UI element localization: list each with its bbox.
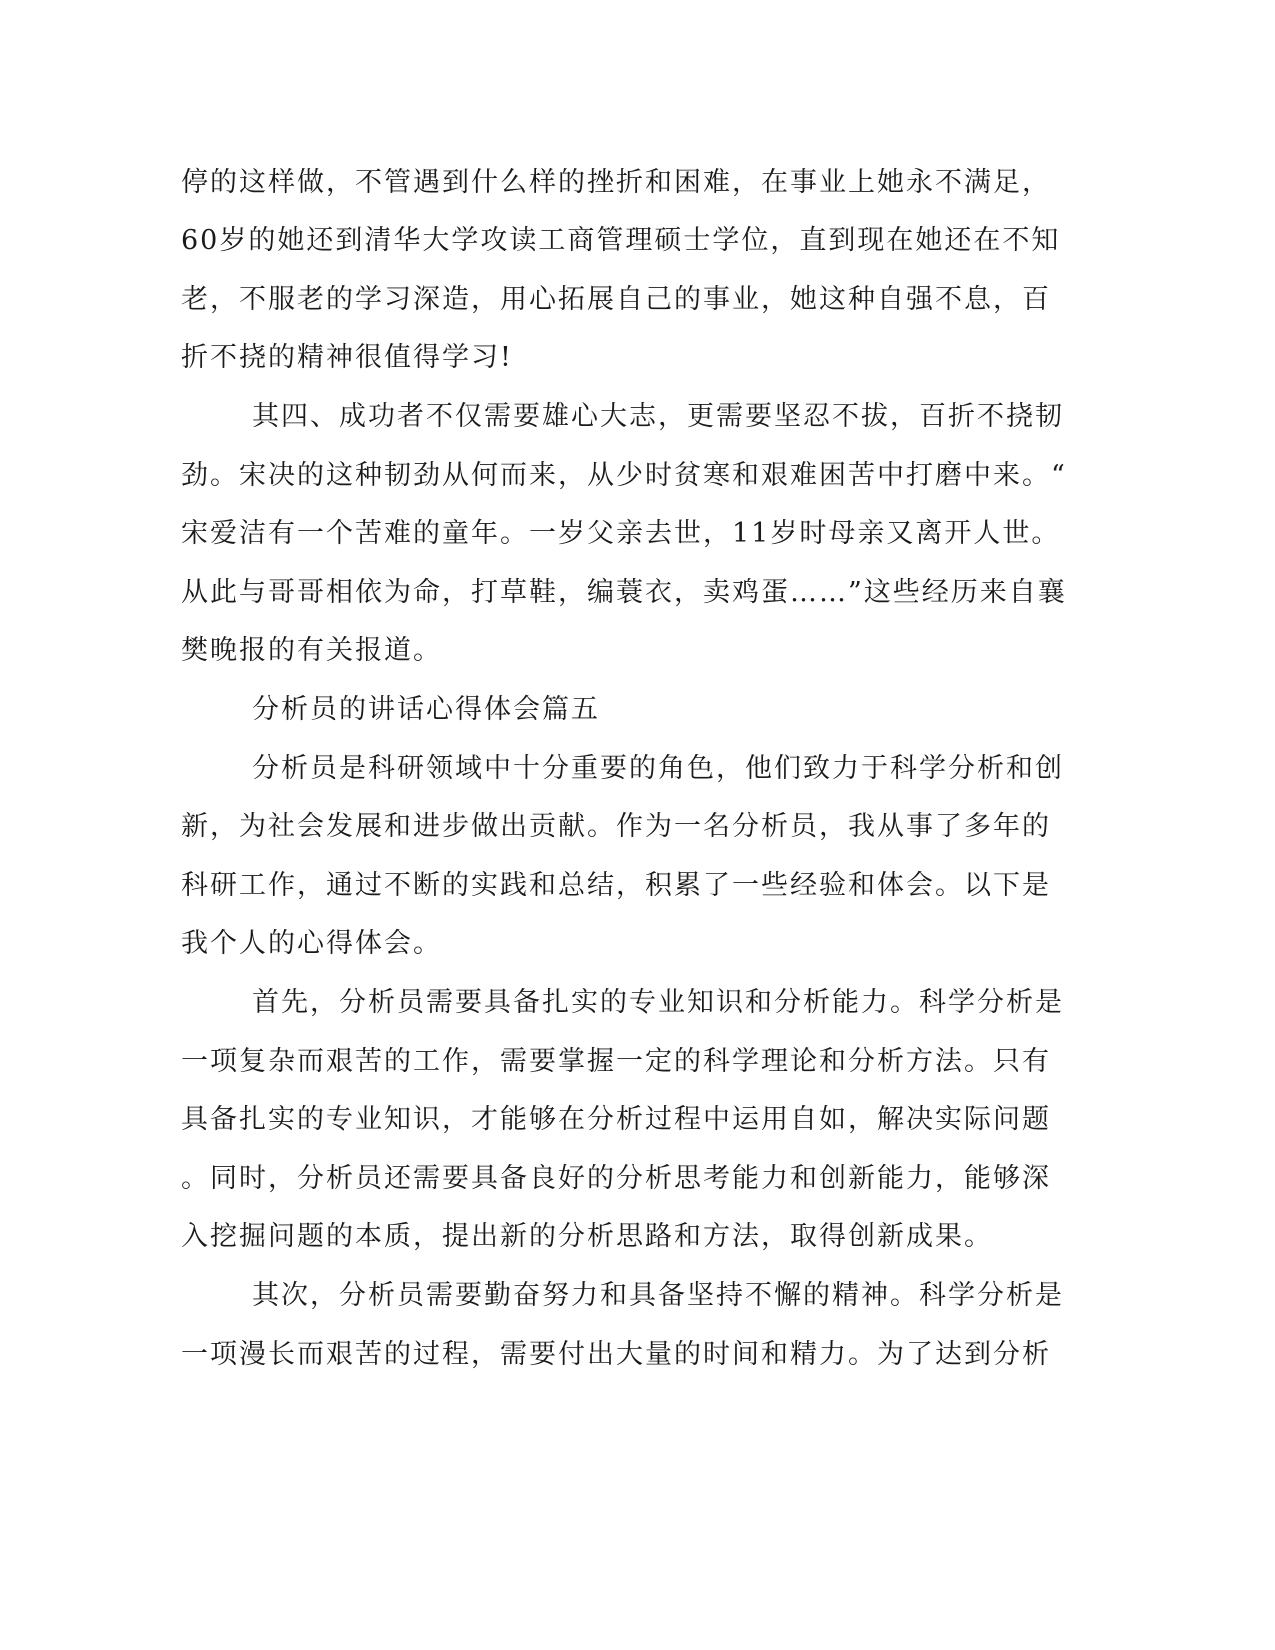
section-heading: 分析员的讲话心得体会篇五 — [252, 694, 600, 725]
text-line: 具备扎实的专业知识，才能够在分析过程中运用自如，解决实际问题 — [181, 1104, 1051, 1135]
paragraph-first-line: 其四、成功者不仅需要雄心大志，更需要坚忍不拔，百折不挠韧 — [252, 401, 1064, 432]
text-line: 60岁的她还到清华大学攻读工商管理硕士学位，直到现在她还在不知 — [181, 225, 1061, 256]
text-line: 新，为社会发展和进步做出贡献。作为一名分析员，我从事了多年的 — [181, 811, 1051, 842]
text-line: 宋爱洁有一个苦难的童年。一岁父亲去世，11岁时母亲又离开人世。 — [181, 518, 1061, 549]
paragraph-first-line: 分析员是科研领域中十分重要的角色，他们致力于科学分析和创 — [252, 753, 1064, 784]
text-line: 一项复杂而艰苦的工作，需要掌握一定的科学理论和分析方法。只有 — [181, 1046, 1051, 1077]
paragraph-first-line: 首先，分析员需要具备扎实的专业知识和分析能力。科学分析是 — [252, 987, 1064, 1018]
text-line: 劲。宋决的这种韧劲从何而来，从少时贫寒和艰难困苦中打磨中来。“ — [181, 460, 1067, 491]
text-line: 樊晚报的有关报道。 — [181, 635, 442, 666]
text-line: 折不挠的精神很值得学习! — [181, 342, 513, 373]
text-line: 从此与哥哥相依为命，打草鞋，编蓑衣，卖鸡蛋……”这些经历来自襄 — [181, 577, 1067, 608]
text-line: 。同时，分析员还需要具备良好的分析思考能力和创新能力，能够深 — [181, 1163, 1051, 1194]
text-line: 我个人的心得体会。 — [181, 928, 442, 959]
text-line: 停的这样做，不管遇到什么样的挫折和困难，在事业上她永不满足， — [181, 167, 1051, 198]
text-line: 一项漫长而艰苦的过程，需要付出大量的时间和精力。为了达到分析 — [181, 1339, 1051, 1370]
text-line: 入挖掘问题的本质，提出新的分析思路和方法，取得创新成果。 — [181, 1221, 993, 1252]
text-line: 科研工作，通过不断的实践和总结，积累了一些经验和体会。以下是 — [181, 870, 1051, 901]
paragraph-first-line: 其次，分析员需要勤奋努力和具备坚持不懈的精神。科学分析是 — [252, 1280, 1064, 1311]
text-line: 老，不服老的学习深造，用心拓展自己的事业，她这种自强不息，百 — [181, 284, 1051, 315]
